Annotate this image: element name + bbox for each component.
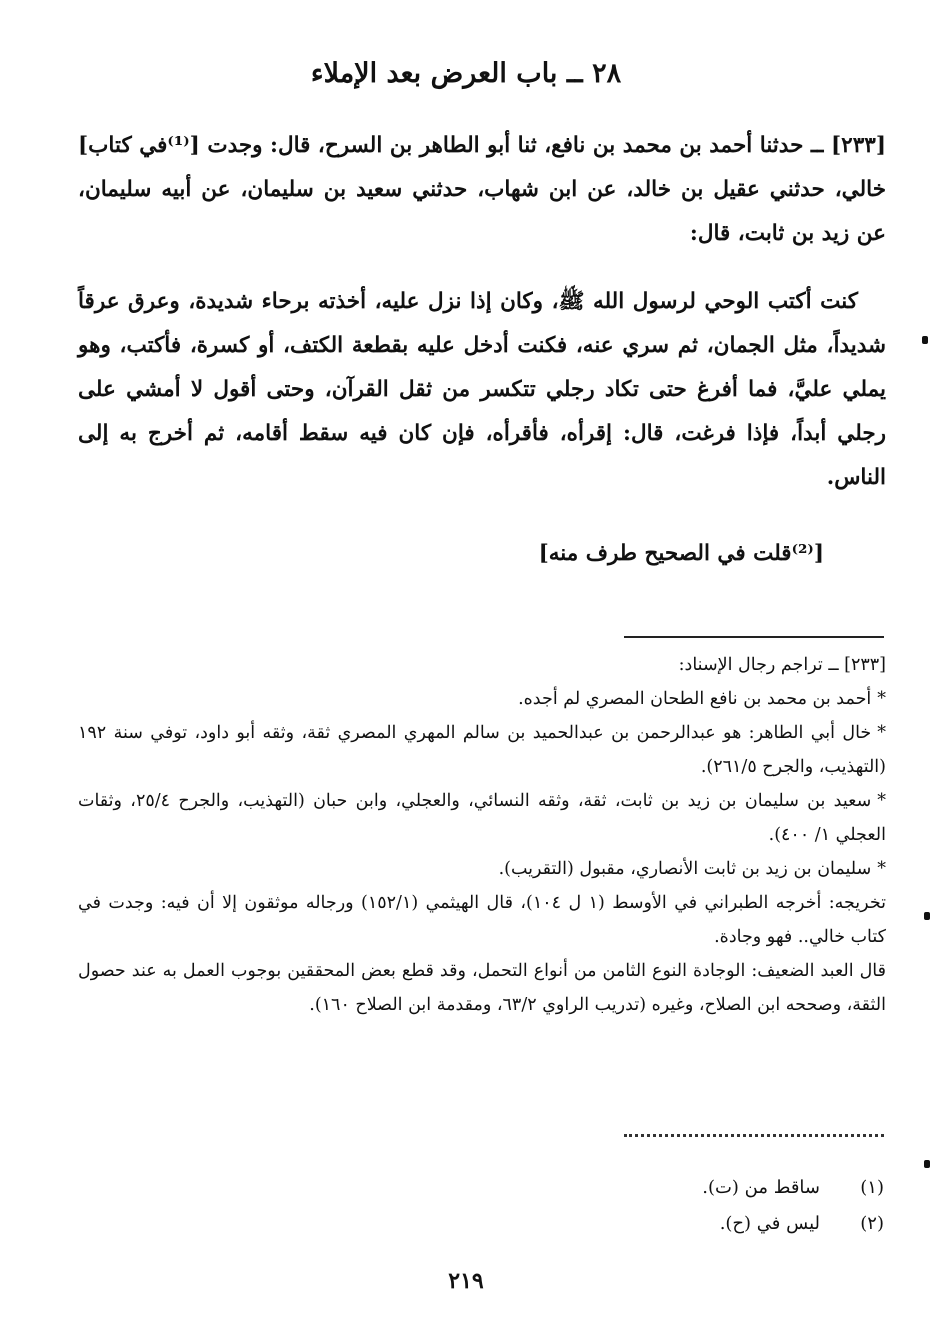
narrator-note: *أحمد بن محمد بن نافع الطحان المصري لم أجده. xyxy=(78,682,886,716)
footnote-text: ساقط من (ت). xyxy=(702,1177,820,1198)
hadith-isnad: [٢٣٣] ــ حدثنا أحمد بن محمد بن نافع، ثنا أبو الطاهر بن السرح، قال: وجدت [⁽¹⁾في كتاب] خالي، حدثني عقيل بن خالد، عن ابن شهاب، حدثني سعيد بن سليمان، عن أبيه سليمان، عن زيد بن ثابت، قال: xyxy=(78,133,886,246)
commentary-block xyxy=(78,648,886,1022)
footnote xyxy=(184,1208,884,1240)
narrators-heading: [٢٣٣] ــ تراجم رجال الإسناد: xyxy=(678,655,886,675)
footnote-number: (١) xyxy=(860,1177,884,1198)
star-icon: * xyxy=(877,859,886,879)
footnote-number: (٢) xyxy=(860,1213,884,1234)
footnote xyxy=(184,1172,884,1204)
takhrij-note: تخريجه: أخرجه الطبراني في الأوسط (١ ل ١٠٤)، قال الهيثمي (١٥٢/١) ورجاله موثقون إلا أن فيه: وجدت في كتاب خالي.. فهو وجادة. xyxy=(78,893,886,947)
star-icon: * xyxy=(877,723,886,743)
chapter-title: ٢٨ ــ باب العرض بعد الإملاء xyxy=(310,58,622,89)
separator-rule xyxy=(624,636,884,638)
page-number: ٢١٩ xyxy=(448,1268,484,1294)
hadith-matn: كنت أكتب الوحي لرسول الله ﷺ، وكان إذا نزل عليه، أخذته برحاء شديدة، وعرق عرقاً شديداً، مثل الجمان، ثم سري عنه، فكنت أدخل عليه بقطعة الكتف، أو كسرة، فأكتب، وهو يملي عليَّ، فما أفرغ حتى تكاد رجلي تتكسر من ثقل القرآن، وحتى أقول لا أمشي على رجلي أبداً، فإذا فرغت، قال: إقرأه، فأقرأه، فإن كان فيه سقط أقامه، ثم أخرج به إلى الناس. xyxy=(78,289,887,490)
margin-mark xyxy=(922,336,928,344)
author-comment: قال العبد الضعيف: الوجادة النوع الثامن من أنواع التحمل، وقد قطع بعض المحققين بوجوب العمل به عند حصول الثقة، وصححه ابن الصلاح، وغيره (تدريب الراوي ٦٣/٢، ومقدمة ابن الصلاح ١٦٠). xyxy=(78,961,886,1015)
narrator-note: *سليمان بن زيد بن ثابت الأنصاري، مقبول (التقريب). xyxy=(78,852,886,886)
editor-note: [⁽²⁾قلت في الصحيح طرف منه] xyxy=(538,541,824,566)
dotted-separator xyxy=(624,1134,884,1137)
footnote-text: ليس في (ح). xyxy=(719,1213,820,1234)
star-icon: * xyxy=(877,791,886,811)
margin-mark xyxy=(924,1160,930,1168)
narrator-note: *خال أبي الطاهر: هو عبدالرحمن بن عبدالحميد بن سالم المهري المصري ثقة، وثقه أبو داود، توفي سنة ١٩٢ (التهذيب، والجرح ٢٦١/٥). xyxy=(78,716,886,784)
margin-mark xyxy=(924,912,930,920)
narrator-note: *سعيد بن سليمان بن زيد بن ثابت، ثقة، وثقه النسائي، والعجلي، وابن حبان (التهذيب، والجرح ٢٥/٤، وثقات العجلي ١/ ٤٠٠). xyxy=(78,784,886,852)
star-icon: * xyxy=(877,689,886,709)
